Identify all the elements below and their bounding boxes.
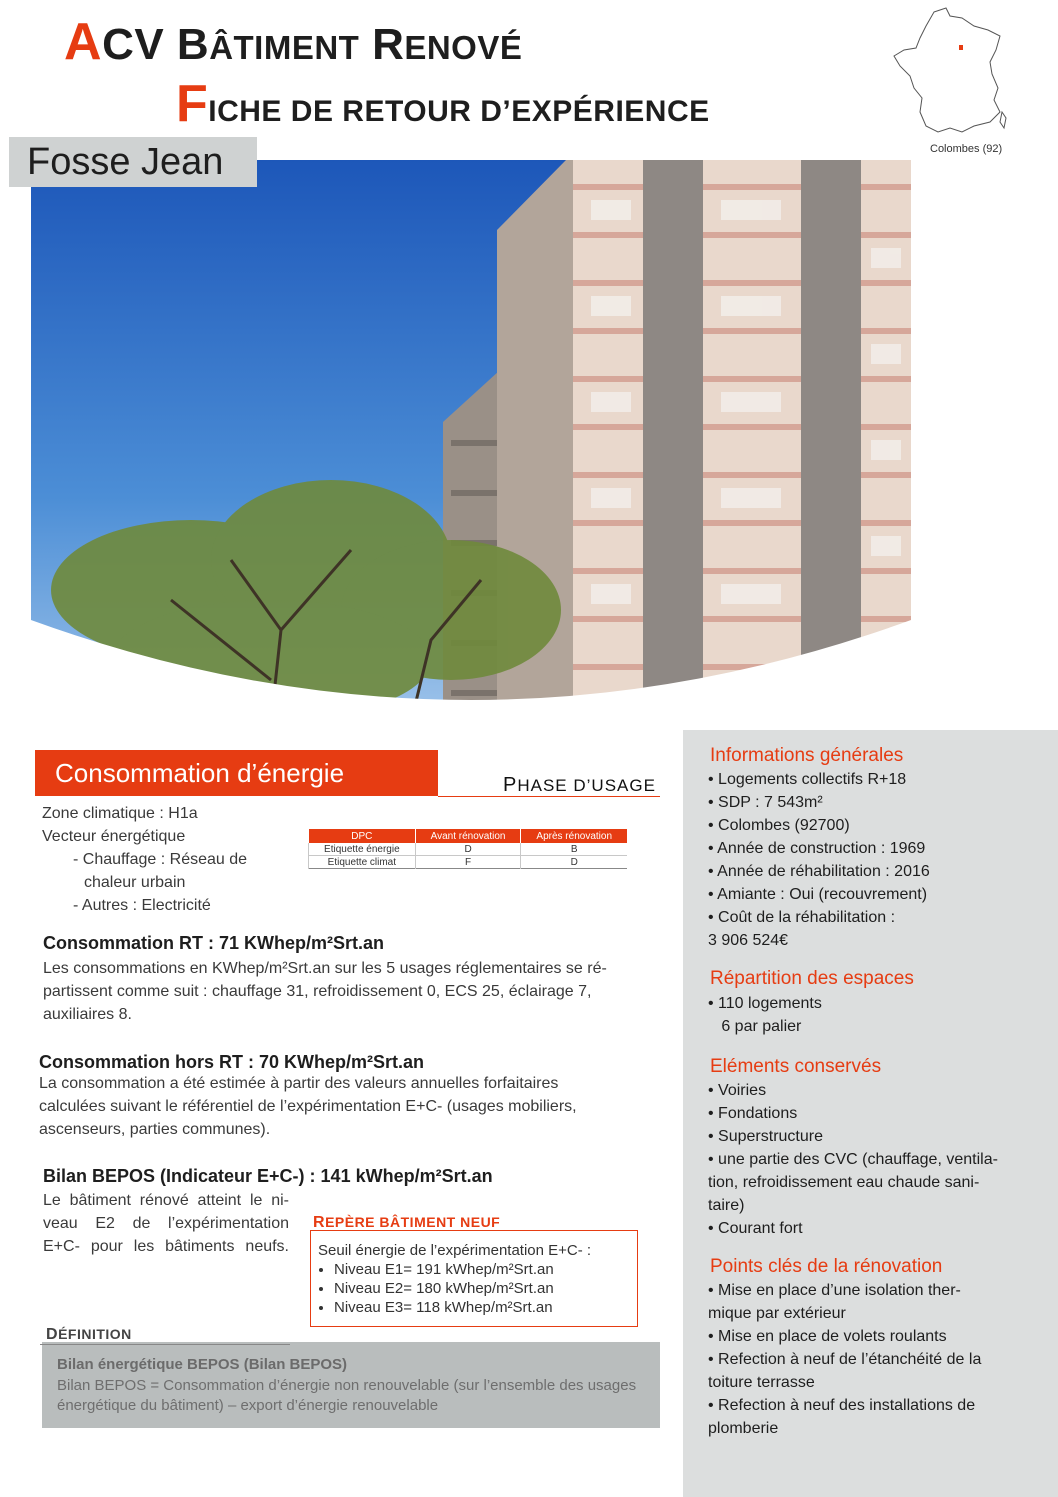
title-fragment: D: [46, 1326, 59, 1343]
definition-body: Bilan BEPOS = Consommation d’énergie non renouvelable (sur l’ensemble des usages énergétique du bâtiment) – export d’énergie renouvelable: [57, 1377, 637, 1414]
list-item: • Niveau E3= 118 kWhep/m²Srt.an: [334, 1298, 591, 1317]
text-line: • Coût de la réhabilitation :: [708, 909, 896, 926]
text-line: toiture terrasse: [708, 1374, 815, 1391]
text-line: tion, refroidissement eau chaude sani-: [708, 1174, 980, 1191]
title-fragment: R: [313, 1214, 326, 1231]
phase-label: [503, 774, 656, 797]
dpc-cell: D: [521, 856, 627, 869]
list-item: • Niveau E1= 191 kWhep/m²Srt.an: [334, 1260, 591, 1279]
text-line: Le bâtiment rénové atteint le ni-: [43, 1192, 289, 1209]
text-line: taire): [708, 1197, 745, 1214]
bepos-paragraph: [43, 1189, 289, 1258]
dpc-cell: B: [521, 843, 627, 856]
text-line: calculées suivant le référentiel de l’expérimentation E+C- (usages mobiliers,: [39, 1098, 577, 1115]
title-fragment: EPÈRE BÂTIMENT NEUF: [325, 1214, 501, 1230]
document-subtitle: [176, 76, 710, 133]
definition-heading: Bilan énergétique BEPOS (Bilan BEPOS): [57, 1356, 348, 1373]
dpc-header-cell: DPC: [309, 829, 416, 843]
text-line: mique par extérieur: [708, 1305, 846, 1322]
espaces-list: [708, 992, 822, 1038]
vecteur-energetique: Vecteur énergétique: [42, 828, 186, 845]
text-line: La consommation a été estimée à partir des valeurs annuelles forfaitaires: [39, 1075, 559, 1092]
building-photo: [31, 160, 911, 722]
text-line: ascenseurs, parties communes).: [39, 1121, 271, 1138]
text-line: E+C- pour les bâtiments neufs.: [43, 1238, 289, 1255]
title-fragment: F: [176, 75, 209, 133]
repere-intro: Seuil énergie de l’expérimentation E+C- :: [318, 1242, 592, 1259]
text-line: 3 906 524€: [708, 932, 789, 949]
title-fragment: ÉFINITION: [58, 1326, 132, 1342]
phase-underline: [438, 796, 660, 797]
title-fragment: R: [359, 20, 405, 69]
table-row: [309, 843, 628, 856]
project-name-box: [9, 137, 257, 187]
text-line: • Superstructure: [708, 1128, 823, 1145]
text-line: • Voiries: [708, 1082, 767, 1099]
text-line: auxiliaires 8.: [43, 1006, 132, 1023]
hors-rt-paragraph: [39, 1072, 577, 1141]
repere-title: [313, 1214, 500, 1232]
dpc-table: [308, 829, 627, 869]
text-line: • SDP : 7 543m²: [708, 794, 823, 811]
espaces-title: Répartition des espaces: [710, 968, 914, 989]
text-line: 6 par palier: [708, 1018, 802, 1035]
list-item: • Niveau E2= 180 kWhep/m²Srt.an: [334, 1279, 591, 1298]
text-line: • Mise en place de volets roulants: [708, 1328, 947, 1345]
text-line: • Année de réhabilitation : 2016: [708, 863, 930, 880]
map-caption: Colombes (92): [930, 143, 1003, 155]
text-line: • Amiante : Oui (recouvrement): [708, 886, 928, 903]
points-list: [708, 1279, 981, 1440]
repere-list: [318, 1260, 591, 1317]
title-fragment: ÂTIMENT: [209, 29, 360, 66]
text-line: • Colombes (92700): [708, 817, 850, 834]
text-line: • Courant fort: [708, 1220, 803, 1237]
text-line: • Fondations: [708, 1105, 798, 1122]
text-line: • Refection à neuf de l’étanchéité de la: [708, 1351, 982, 1368]
text-line: • Année de construction : 1969: [708, 840, 926, 857]
document-title: [64, 14, 522, 71]
points-title: Points clés de la rénovation: [710, 1256, 943, 1277]
dpc-cell: Etiquette climat: [309, 856, 416, 869]
title-fragment: CV B: [102, 20, 210, 69]
hors-rt-heading: Consommation hors RT : 70 KWhep/m²Srt.an: [39, 1052, 425, 1072]
title-fragment: HASE D’USAGE: [517, 776, 656, 795]
text-line: • une partie des CVC (chauffage, ventila-: [708, 1151, 998, 1168]
dpc-cell: Etiquette énergie: [309, 843, 416, 856]
dpc-header-cell: Après rénovation: [521, 829, 627, 843]
definition-underline: [40, 1344, 290, 1345]
text-line: • Mise en place d’une isolation ther-: [708, 1282, 961, 1299]
section-header-energy: [35, 750, 438, 796]
rt-heading: Consommation RT : 71 KWhep/m²Srt.an: [43, 933, 385, 953]
rt-paragraph: [43, 957, 607, 1026]
dpc-cell: D: [415, 843, 521, 856]
title-fragment: A: [64, 13, 103, 71]
dpc-header-cell: Avant rénovation: [415, 829, 521, 843]
table-row: [309, 856, 628, 869]
dpc-cell: F: [415, 856, 521, 869]
title-fragment: ICHE DE RETOUR D’EXPÉRIENCE: [208, 95, 710, 128]
project-name: Fosse Jean: [27, 141, 224, 183]
conserves-title: Eléments conservés: [710, 1056, 882, 1077]
text-line: • 110 logements: [708, 995, 822, 1012]
info-list: [708, 768, 930, 952]
title-fragment: ENOVÉ: [404, 29, 523, 66]
repere-content: [318, 1241, 591, 1317]
text-line: Les consommations en KWhep/m²Srt.an sur les 5 usages réglementaires se ré-: [43, 960, 607, 977]
definition-title: [46, 1326, 132, 1344]
title-fragment: P: [503, 774, 518, 796]
section-title: Consommation d’énergie: [55, 758, 345, 788]
text-line: • Logements collectifs R+18: [708, 771, 907, 788]
conserves-list: [708, 1079, 998, 1240]
chauffage-line-2: chaleur urbain: [84, 874, 186, 891]
zone-climatique: Zone climatique : H1a: [42, 805, 198, 822]
chauffage-line-1: - Chauffage : Réseau de: [73, 851, 248, 868]
text-line: • Refection à neuf des installations de: [708, 1397, 976, 1414]
info-title: Informations générales: [710, 745, 904, 766]
text-line: partissent comme suit : chauffage 31, refroidissement 0, ECS 25, éclairage 7,: [43, 983, 592, 1000]
bepos-heading: Bilan BEPOS (Indicateur E+C-) : 141 kWhep/m²Srt.an: [43, 1166, 493, 1186]
autres-line: - Autres : Electricité: [73, 897, 211, 914]
text-line: veau E2 de l’expérimentation: [43, 1215, 289, 1232]
france-map: [890, 4, 1012, 142]
text-line: plomberie: [708, 1420, 779, 1437]
